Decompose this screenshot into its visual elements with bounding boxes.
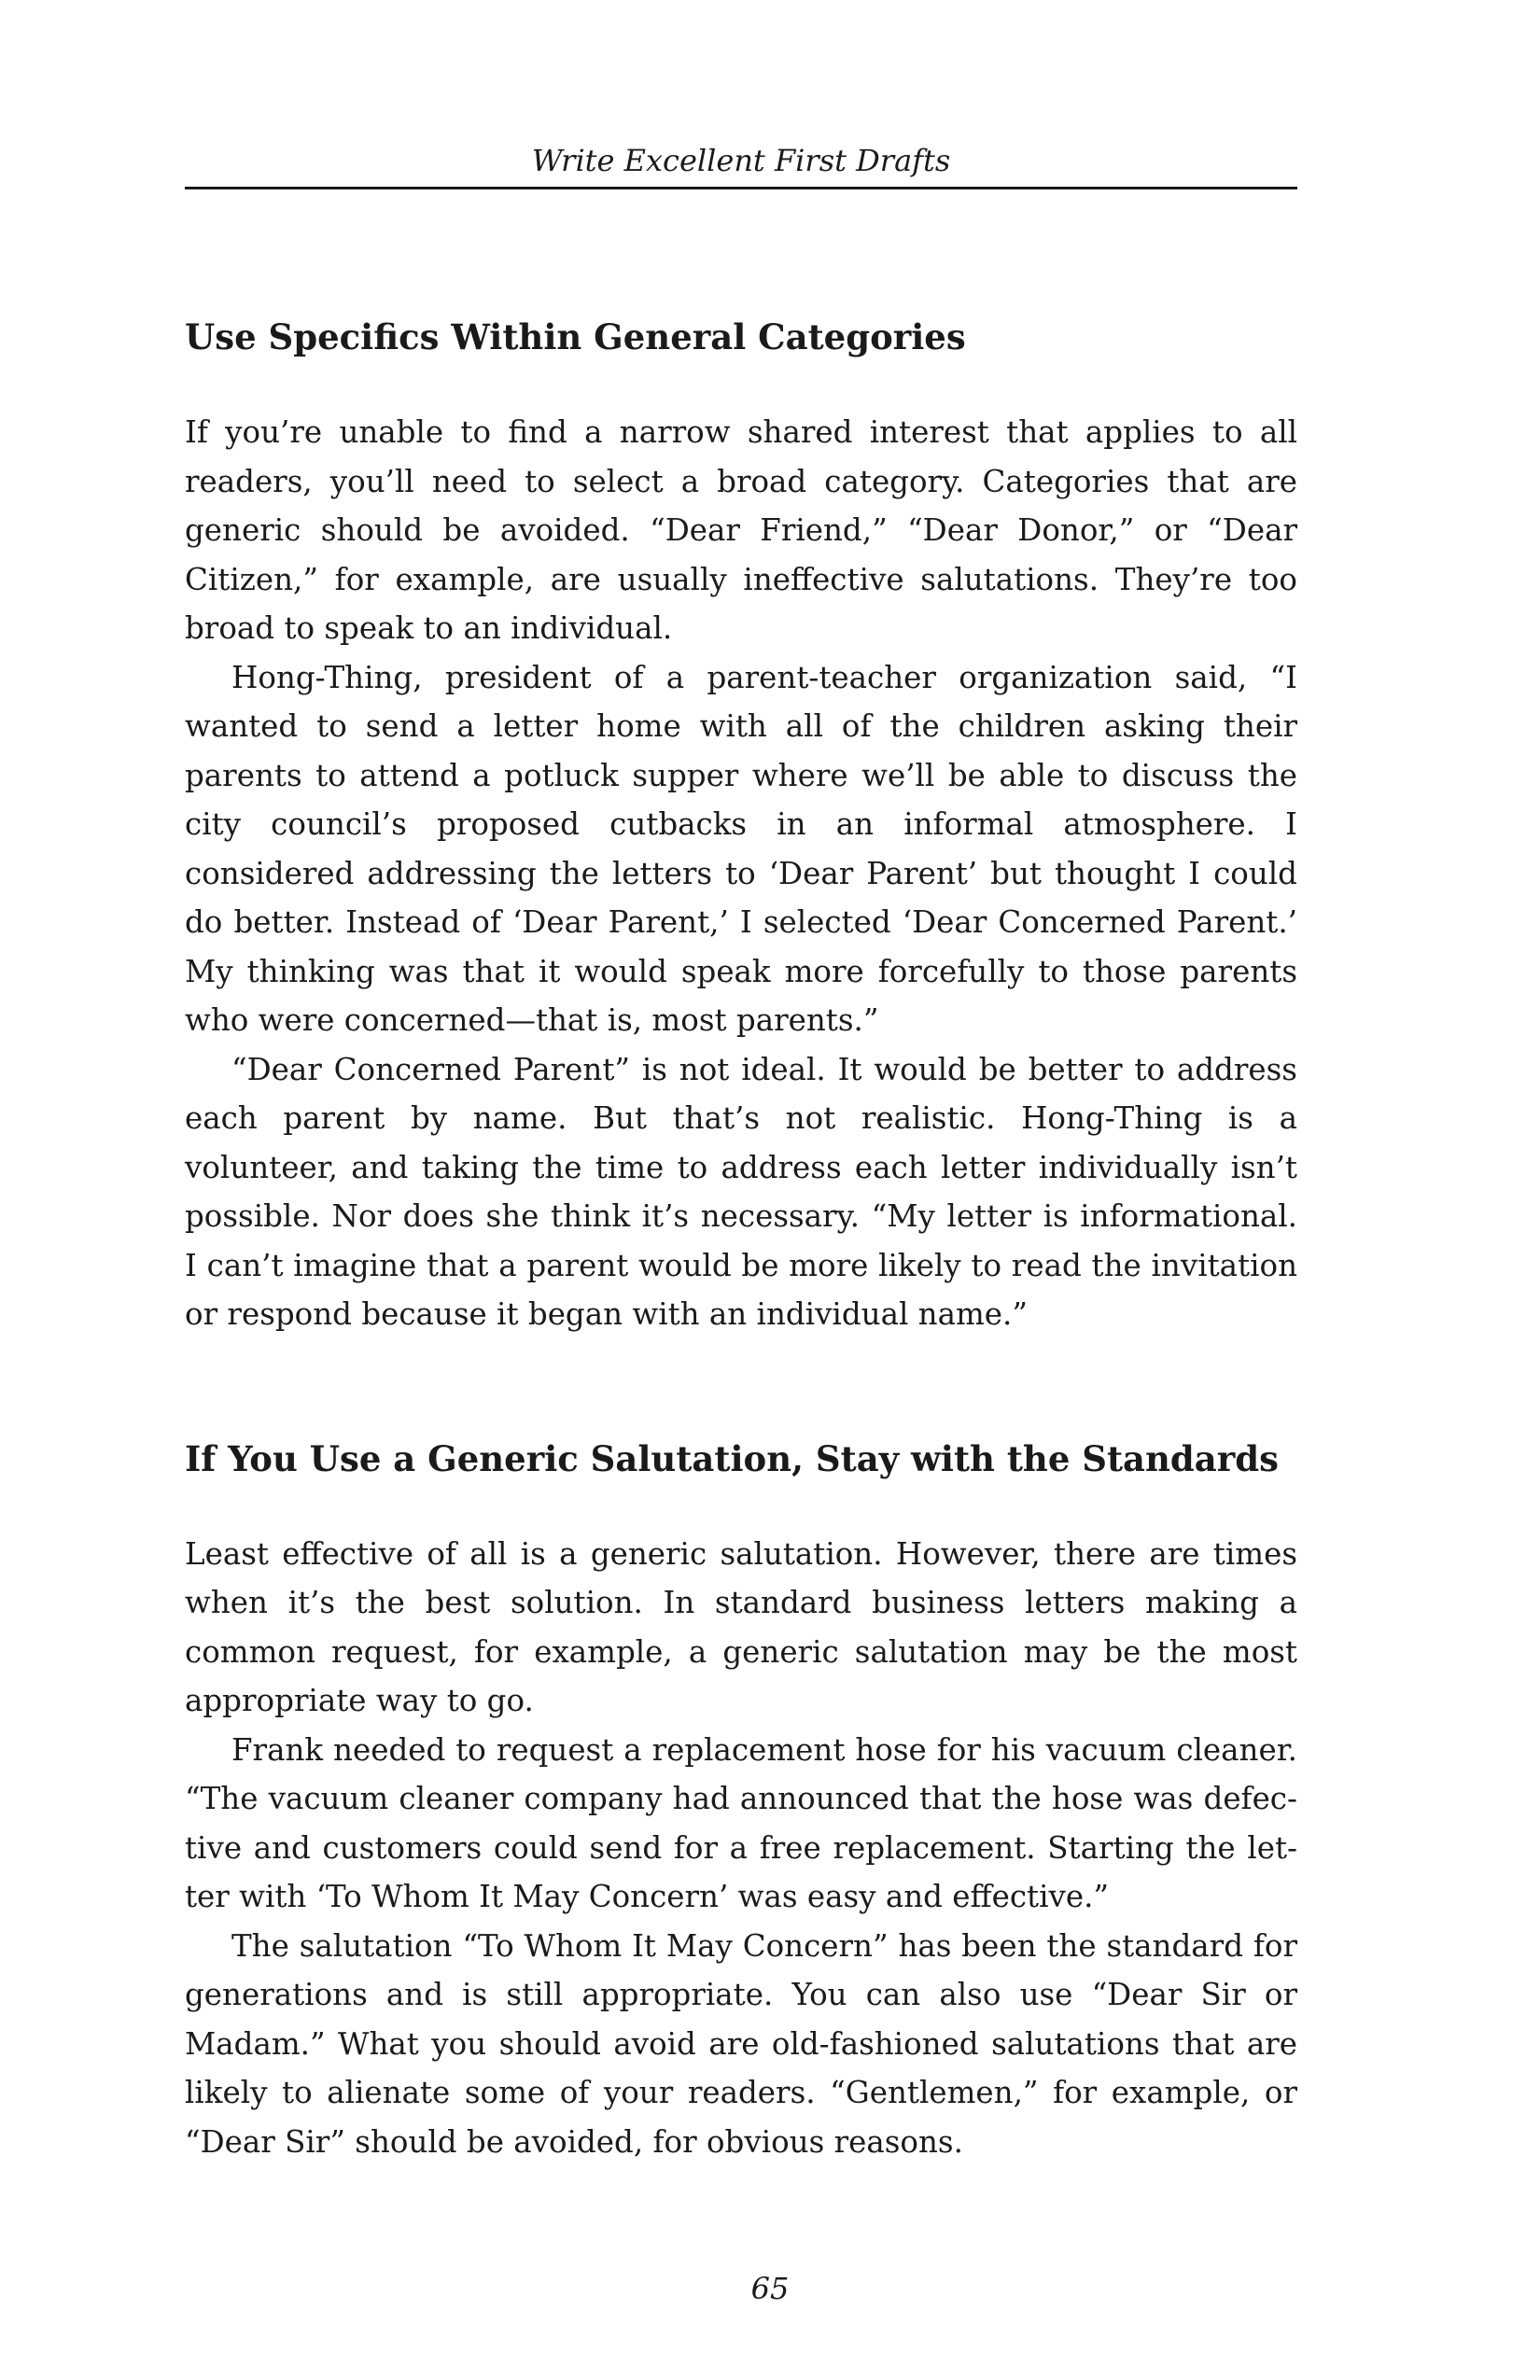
running-header: Write Excellent First Drafts <box>185 140 1297 189</box>
section-heading-specifics: Use Specifics Within General Categories <box>185 316 966 357</box>
paragraph: Frank needed to request a replacement hose for his vacuum cleaner. “The vacuum cleaner company had announced that the hose was defective and customers could send for a free replacement. Starting the letter with ‘To Whom It May Concern’ was easy and effective.” <box>185 1731 1297 1914</box>
paragraph: “Dear Concerned Parent” is not ideal. It would be better to address each parent by name. But that’s not realistic. Hong-Thing is a volunteer, and taking the time to address each letter individually isn’t possible. Nor does she think it’s necessary. “My letter is informational. I can’t imagine that a parent would be more likely to read the invitation or respond because it began with an individual name.” <box>185 1051 1297 1332</box>
page-number: 65 <box>750 2271 790 2306</box>
paragraph: Hong-Thing, president of a parent-teacher organization said, “I wanted to send a letter home with all of the children asking their parents to attend a potluck supper where we’ll be able to discuss the city council’s proposed cutbacks in an informal atmosphere. I considered addressing the letters to ‘Dear Parent’ but thought I could do better. Instead of ‘Dear Parent,’ I selected ‘Dear Concerned Parent.’ My thinking was that it would speak more forcefully to those parents who were concerned—that is, most parents.” <box>185 659 1297 1038</box>
paragraph: Least effective of all is a generic salutation. However, there are times when it’s the best solution. In standard business letters making a common request, for example, a generic salutation may be the most appropriate way to go. <box>185 1535 1297 1718</box>
paragraph: If you’re unable to find a narrow shared interest that applies to all readers, you’ll need to select a broad category. Categories that are generic should be avoided. “Dear Friend,” “Dear Donor,” or “Dear Citizen,” for example, are usually ineffective salutations. They’re too broad to speak to an individual. <box>185 414 1297 646</box>
book-page <box>185 140 1297 2166</box>
section-heading-generic-salutation: If You Use a Generic Salutation, Stay with the Standards <box>185 1437 1279 1479</box>
paragraph: The salutation “To Whom It May Concern” has been the standard for generations and is still appropriate. You can also use “Dear Sir or Madam.” What you should avoid are old-fashioned salutations that are likely to alienate some of your readers. “Gentlemen,” for example, or “Dear Sir” should be avoided, for obvious reasons. <box>185 1927 1297 2160</box>
